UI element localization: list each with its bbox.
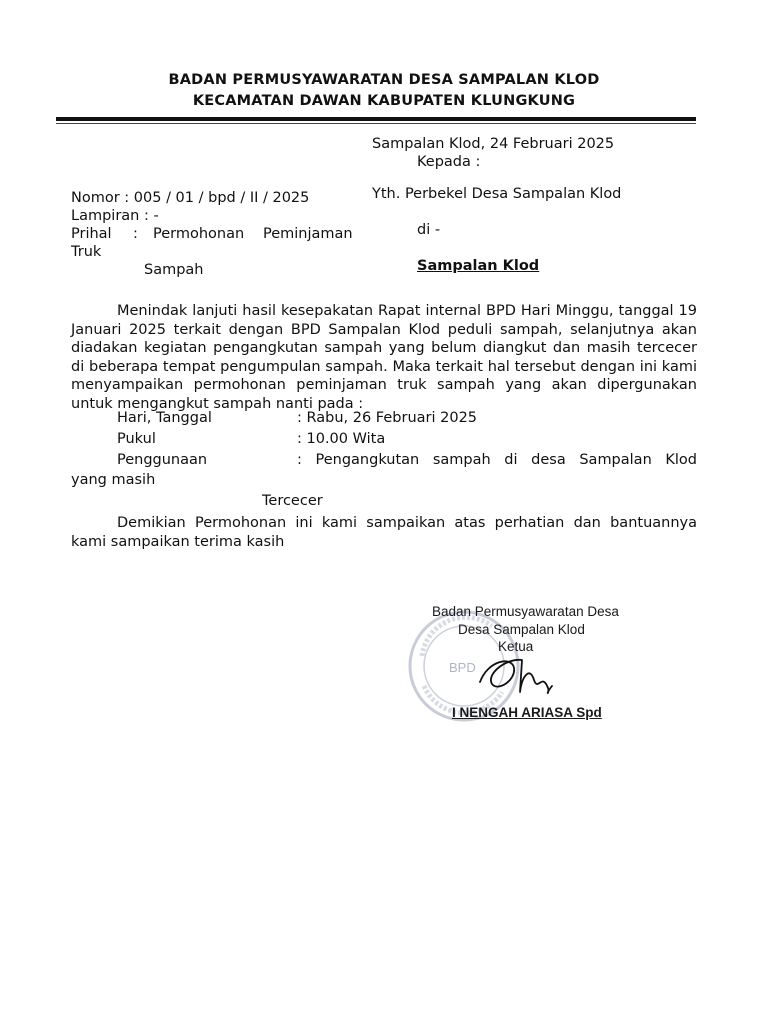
usage-continuation: yang masih bbox=[71, 472, 156, 488]
subject-word-4: Sampah bbox=[144, 262, 204, 278]
letterhead-line-2: KECAMATAN DAWAN KABUPATEN KLUNGKUNG bbox=[192, 93, 576, 109]
recipient-kepada: Kepada : bbox=[417, 154, 481, 170]
recipient-yth: Yth. Perbekel Desa Sampalan Klod bbox=[372, 186, 622, 202]
signature-org-line-1: Badan Permusyawaratan Desa bbox=[432, 604, 619, 619]
subject-colon: : bbox=[133, 226, 138, 242]
detail-value-usage: : Pengangkutan sampah di desa Sampalan Klod bbox=[297, 452, 697, 468]
letterhead-line-1: BADAN PERMUSYAWARATAN DESA SAMPALAN KLOD bbox=[168, 72, 600, 88]
subject-word-3: Truk bbox=[71, 244, 102, 260]
recipient-place: Sampalan Klod bbox=[417, 258, 540, 274]
detail-value-time: : 10.00 Wita bbox=[297, 431, 386, 447]
body-paragraph-1: Menindak lanjuti hasil kesepakatan Rapat internal BPD Hari Minggu, tanggal 19 Januari 2025 terkait dengan BPD Sampalan Klod peduli sampah, selanjutnya akan diadakan kegiatan pengangkutan sampah yang belum diangkut dan masih tercecer di beberapa tempat pengumpulan sampah. Maka terkait hal tersebut dengan ini kami menyampaikan permohonan peminjaman truk sampah yang akan dipergunakan untuk mengangkut sampah nanti pada : bbox=[71, 303, 697, 412]
body-paragraph-2: Demikian Permohonan ini kami sampaikan atas perhatian dan bantuannya kami sampaikan terima kasih bbox=[71, 515, 697, 550]
detail-label-usage: Penggunaan bbox=[117, 452, 208, 468]
recipient-di: di - bbox=[417, 222, 441, 238]
signature-role: Ketua bbox=[498, 639, 534, 654]
detail-label-day: Hari, Tanggal bbox=[117, 410, 212, 426]
detail-value-day: : Rabu, 26 Februari 2025 bbox=[297, 410, 478, 426]
detail-label-time: Pukul bbox=[117, 431, 156, 447]
stamp-text: BPD bbox=[449, 660, 476, 675]
subject-word-1: Permohonan bbox=[153, 226, 245, 242]
signature-org-line-2: Desa Sampalan Klod bbox=[458, 622, 585, 637]
signatory-name: I NENGAH ARIASA Spd bbox=[452, 705, 602, 720]
letter-attachment: Lampiran : - bbox=[71, 208, 159, 224]
letterhead-rule-thick bbox=[56, 117, 696, 121]
signature-block bbox=[402, 596, 624, 730]
usage-continuation-2: Tercecer bbox=[262, 493, 323, 509]
subject-word-2: Peminjaman bbox=[263, 226, 353, 242]
subject-label: Prihal bbox=[71, 226, 112, 242]
date-line: Sampalan Klod, 24 Februari 2025 bbox=[372, 136, 615, 152]
letter-number: Nomor : 005 / 01 / bpd / II / 2025 bbox=[71, 190, 310, 206]
letterhead-rule-thin bbox=[56, 123, 696, 124]
